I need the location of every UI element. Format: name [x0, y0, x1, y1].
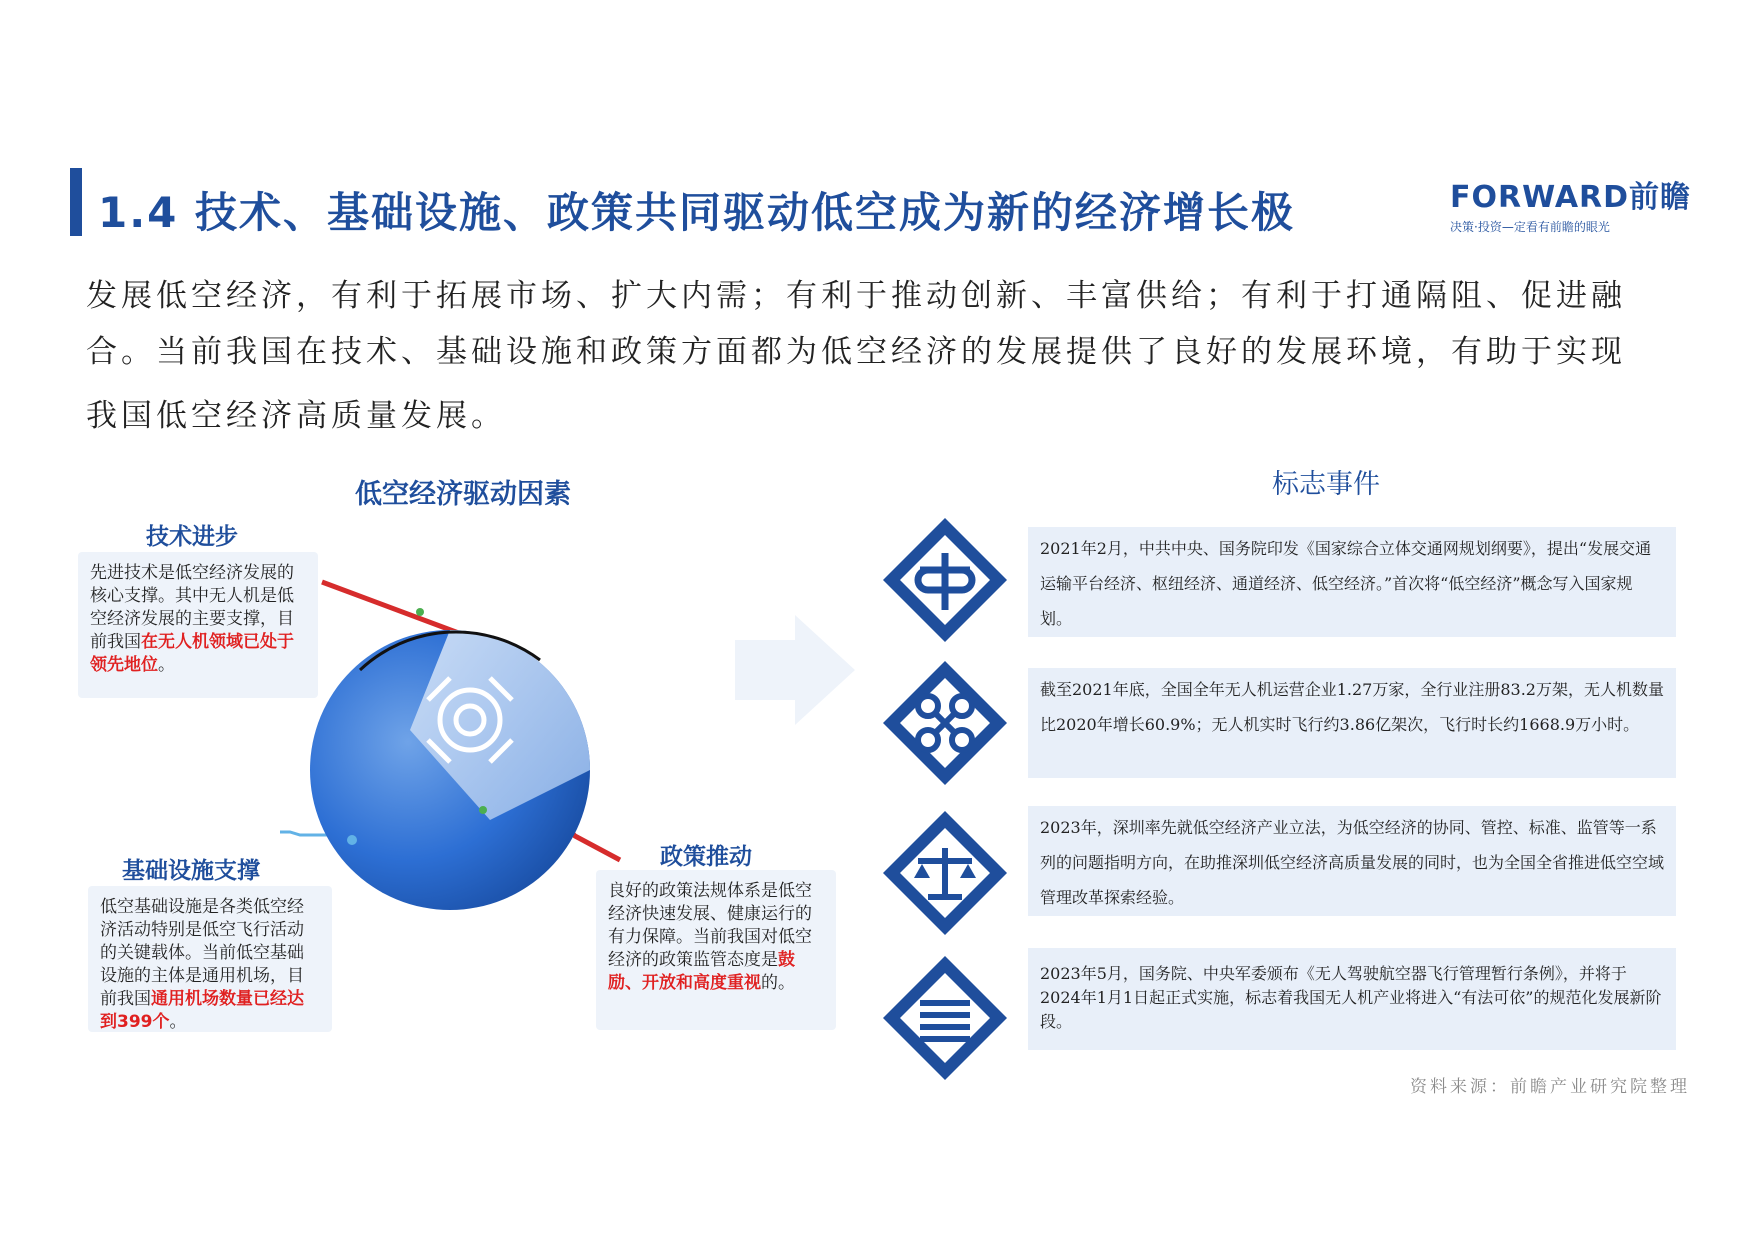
- flow-arrow-icon: [735, 615, 855, 725]
- tech-factor-highlight: 在无人机领域已处于领先地位: [90, 632, 294, 675]
- tech-factor-title: 技术进步: [146, 524, 238, 550]
- intro-line: 我国低空经济高质量发展。: [86, 398, 506, 434]
- logo-wordmark: FORWARD前瞻: [1450, 180, 1692, 215]
- book-stack-icon: [880, 953, 1010, 1083]
- events-title: 标志事件: [1272, 469, 1380, 500]
- logo-slogan: 决策·投资—定看有前瞻的眼光: [1450, 220, 1610, 234]
- event-item: 2023年5月，国务院、中央军委颁布《无人驾驶航空器飞行管理暂行条例》，并将于2024年1月1日起正式实施，标志着我国无人机产业将进入“有法可依”的规范化发展新阶段。: [1028, 948, 1676, 1050]
- globe-graphic: [290, 550, 660, 930]
- drone-icon: [880, 658, 1010, 788]
- tech-factor-tail: 。: [158, 655, 175, 675]
- source-note: 资料来源：前瞻产业研究院整理: [1410, 1077, 1690, 1097]
- infra-factor-highlight: 通用机场数量已经达到399个: [100, 989, 304, 1032]
- event-item: 截至2021年底，全国全年无人机运营企业1.27万家，全行业注册83.2万架，无人机数量比2020年增长60.9%；无人机实时飞行约3.86亿架次，飞行时长约1668.9万小时。: [1028, 668, 1676, 778]
- intro-line: 合。当前我国在技术、基础设施和政策方面都为低空经济的发展提供了良好的发展环境，有助于实现: [86, 334, 1626, 370]
- infra-factor-text: 低空基础设施是各类低空经济活动特别是低空飞行活动的关键载体。当前低空基础设施的主体是通用机场，目前我国: [100, 897, 304, 1009]
- drivers-title: 低空经济驱动因素: [355, 479, 571, 510]
- tech-factor-text: 先进技术是低空经济发展的核心支撑。其中无人机是低空经济发展的主要支撑，目前我国: [90, 563, 294, 652]
- page-title: 1.4 技术、基础设施、政策共同驱动低空成为新的经济增长极: [98, 188, 1296, 237]
- infra-factor-title: 基础设施支撑: [122, 858, 260, 884]
- infra-factor-tail: 。: [169, 1012, 187, 1032]
- policy-factor-highlight: 鼓励、开放和高度重视: [608, 950, 795, 993]
- policy-factor-text: 良好的政策法规体系是低空经济快速发展、健康运行的有力保障。当前我国对低空经济的政策监管态度是: [608, 881, 812, 970]
- scale-icon: [880, 808, 1010, 938]
- intro-line: 发展低空经济，有利于拓展市场、扩大内需；有利于推动创新、丰富供给；有利于打通隔阻、促进融: [86, 278, 1626, 314]
- event-item: 2021年2月，中共中央、国务院印发《国家综合立体交通网规划纲要》，提出“发展交通运输平台经济、枢纽经济、通道经济、低空经济。”首次将“低空经济”概念写入国家规划。: [1028, 527, 1676, 637]
- policy-factor-title: 政策推动: [660, 844, 752, 870]
- transport-icon: [880, 515, 1010, 645]
- policy-factor-tail: 的。: [761, 973, 795, 993]
- event-item: 2023年，深圳率先就低空经济产业立法，为低空经济的协同、管控、标准、监管等一系列的问题指明方向，在助推深圳低空经济高质量发展的同时，也为全国全省推进低空空域管理改革探索经验。: [1028, 806, 1676, 916]
